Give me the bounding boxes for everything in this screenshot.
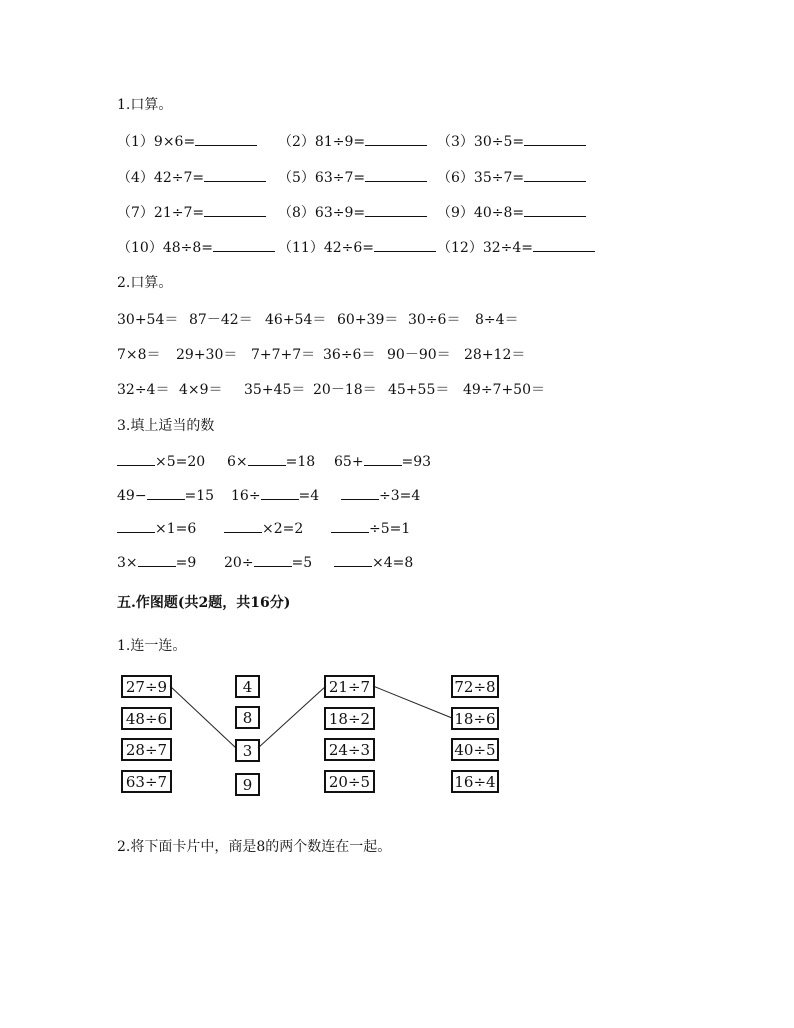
fill-suffix: ÷5=1 [369,521,411,537]
fill-prefix: 6× [227,454,248,470]
calc-item: 8÷4＝ [475,312,519,328]
match-card: 21÷7 [324,675,375,698]
q2-title: 2.将下面卡片中，商是8的两个数连在一起。 [117,839,392,855]
item-number: （7） [117,205,154,221]
fill-suffix: ×1=6 [155,521,197,537]
item-expression: 63÷9= [314,205,366,221]
calc-item: 7×8＝ [117,347,161,363]
calc-item: 87－42＝ [189,312,253,328]
calc-item: 20－18＝ [313,382,377,398]
line-27div9-to-3 [170,686,236,748]
item-expression: 40÷8= [473,205,525,221]
fill-suffix: =4 [298,488,320,504]
fill-prefix: 20÷ [224,555,254,571]
item-expression: 30÷5= [473,134,525,150]
calc-item: 35+45＝ [244,382,306,398]
calc-item: 32÷4＝ [117,382,170,398]
item-number: （12） [437,240,483,256]
match-card: 18÷6 [451,707,499,730]
calc-item: 49÷7+50＝ [463,382,545,398]
item-number: （1） [117,134,154,150]
fill-suffix: ×5=20 [155,454,206,470]
item-expression: 42÷6= [323,240,375,256]
match-card: 27÷9 [121,675,172,698]
item-expression: 48÷8= [162,240,214,256]
item-expression: 35÷7= [473,170,525,186]
fill-suffix: =93 [401,454,432,470]
item-expression: 9×6= [153,134,196,150]
calc-item: 28+12＝ [464,347,526,363]
item-expression: 42÷7= [153,170,205,186]
fill-suffix: ÷3=4 [379,488,421,504]
match-card: 28÷7 [121,738,172,761]
calc-item: 4×9＝ [179,382,223,398]
match-card: 16÷4 [451,770,499,793]
calc-item: 29+30＝ [176,347,238,363]
item-number: （10） [117,240,163,256]
match-card: 48÷6 [121,707,172,730]
item-number: （2） [278,134,315,150]
item-number: （8） [278,205,315,221]
item-number: （9） [437,205,474,221]
fill-suffix: =18 [285,454,316,470]
match-card: 63÷7 [121,770,172,793]
match-card: 72÷8 [451,675,499,698]
section1-title: 1.口算。 [117,97,173,113]
calc-item: 60+39＝ [337,312,399,328]
calc-item: 45+55＝ [388,382,450,398]
item-number: （11） [278,240,324,256]
fill-suffix: =9 [175,555,197,571]
calc-item: 46+54＝ [265,312,327,328]
item-number: （5） [278,170,315,186]
item-expression: 21÷7= [153,205,205,221]
match-card: 20÷5 [324,770,375,793]
q1-title: 1.连一连。 [117,638,187,654]
item-expression: 81÷9= [314,134,366,150]
calc-item: 7+7+7＝ [251,347,316,363]
item-number: （4） [117,170,154,186]
fill-prefix: 16÷ [231,488,261,504]
item-expression: 32÷4= [482,240,534,256]
part5-title: 五.作图题(共2题，共16分) [117,595,291,611]
fill-suffix: ×4=8 [372,555,414,571]
calc-item: 30÷6＝ [408,312,461,328]
fill-suffix: =5 [291,555,313,571]
line-3-to-21div7 [258,686,326,748]
fill-prefix: 3× [117,555,138,571]
match-card: 9 [235,773,260,796]
calc-item: 90－90＝ [387,347,451,363]
match-card: 24÷3 [324,738,375,761]
section3-title: 3.填上适当的数 [117,418,215,434]
section2-title: 2.口算。 [117,275,173,291]
calc-item: 36÷6＝ [323,347,376,363]
match-card: 40÷5 [451,738,499,761]
item-number: （3） [437,134,474,150]
fill-prefix: 49− [117,488,147,504]
item-expression: 63÷7= [314,170,366,186]
fill-suffix: =15 [184,488,215,504]
match-card: 4 [235,675,260,698]
item-number: （6） [437,170,474,186]
match-card: 8 [235,706,260,729]
calc-item: 30+54＝ [117,312,179,328]
match-card: 18÷2 [324,707,375,730]
fill-prefix: 65+ [334,454,364,470]
match-card: 3 [235,739,260,762]
line-21div7-to-18div6 [373,686,452,718]
fill-suffix: ×2=2 [262,521,304,537]
